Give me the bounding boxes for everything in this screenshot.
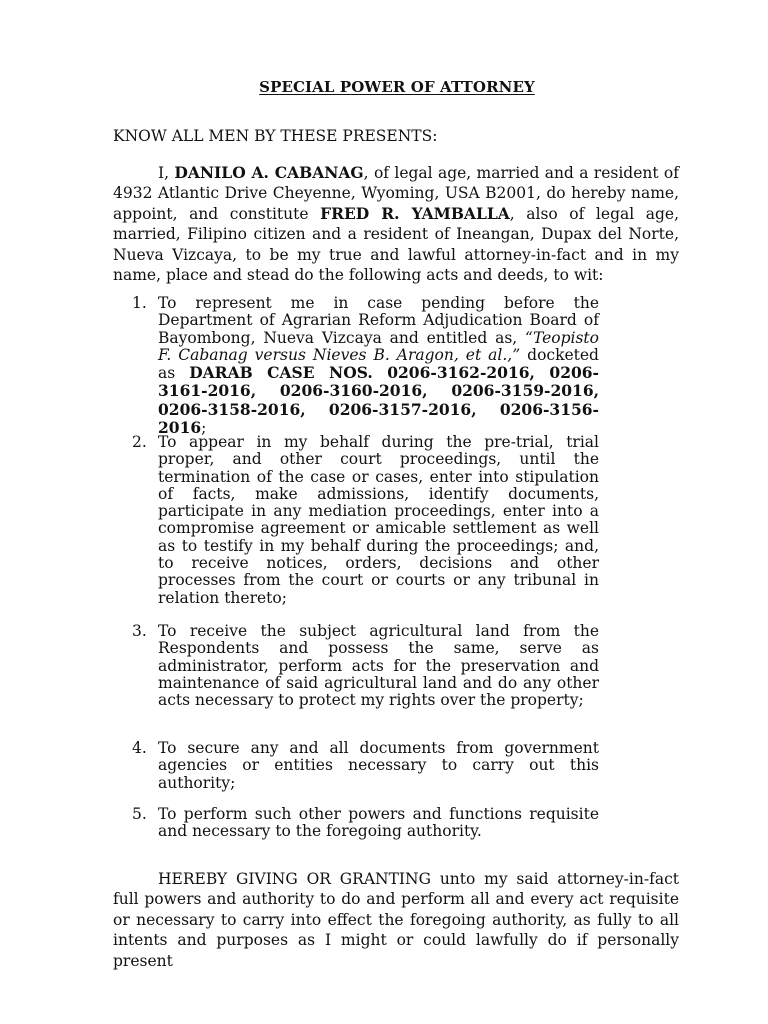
principal-name: DANILO A. CABANAG [174,163,364,182]
item-text: To appear in my behalf during the pre-trial, trial proper, and other court proceedings, until the termination of the case or cases, enter into stipulation of facts, make admissions, identify documents, participate in any mediation proceedings, enter into a compromise agreement or amicable settlement as well as to testify in my behalf during the proceedings; and, to receive notices, orders, decisions and other processes from the court or courts or any tribunal in relation thereto; [158,433,599,607]
list-item [132,740,599,792]
item-number: 2. [132,433,147,451]
intro-text-1: I, [158,164,175,182]
item-number: 1. [132,294,147,312]
list-item [132,295,599,437]
item-text: To secure any and all documents from government agencies or entities necessary to carry out this authority; [158,739,599,792]
item-text: To receive the subject agricultural land from the Respondents and possess the same, serve as administrator, perform acts for the preservation and maintenance of said agricultural land and do any other acts necessary to protect my rights over the property; [158,622,599,710]
attorney-name: FRED R. YAMBALLA [320,203,510,223]
salutation: KNOW ALL MEN BY THESE PRESENTS: [113,127,438,145]
case-numbers: DARAB CASE NOS. 0206-3162-2016, 0206-3161-2016, 0206-3160-2016, 0206-3159-2016, 0206-3158-2016, 0206-3157-2016, 0206-3156-2016 [158,363,599,438]
closing-paragraph: HEREBY GIVING OR GRANTING unto my said attorney-in-fact full powers and authority to do and perform all and every act requisite or necessary to carry into effect the foregoing authority, as fully to all intents and purposes as I might or could lawfully do if personally present [113,870,679,970]
list-item [132,623,599,709]
item-number: 5. [132,805,147,823]
case-title: “Teopisto F. Cabanag versus Nieves B. Aragon, et al.,” [158,328,599,364]
intro-paragraph [113,163,679,285]
intro-text-3: , also of legal age, married, Filipino citizen and a resident of Ineangan, Dupax del Norte, Nueva Vizcaya, to be my true and lawful attorney-in-fact and in my name, place and stead do the following acts and deeds, to wit: [113,204,680,285]
item-text [158,295,599,437]
item-text-part: ; [201,419,207,438]
item-number: 3. [132,622,147,640]
list-item [132,434,599,607]
item-number: 4. [132,739,147,757]
item-text-part: To represent me in case pending before the Department of Agrarian Reform Adjudication Board of Bayombong, Nueva Vizcaya and entitled as, [158,294,599,347]
intro-text-2: , of legal age, married and a resident of 4932 Atlantic Drive Cheyenne, Wyoming, USA B2001, do hereby name, appoint, and constitute [113,164,680,223]
document-title: SPECIAL POWER OF ATTORNEY [259,78,535,96]
item-text-part: docketed as [158,345,599,383]
list-item [132,806,599,841]
item-text: To perform such other powers and functions requisite and necessary to the foregoing authority. [158,805,599,841]
